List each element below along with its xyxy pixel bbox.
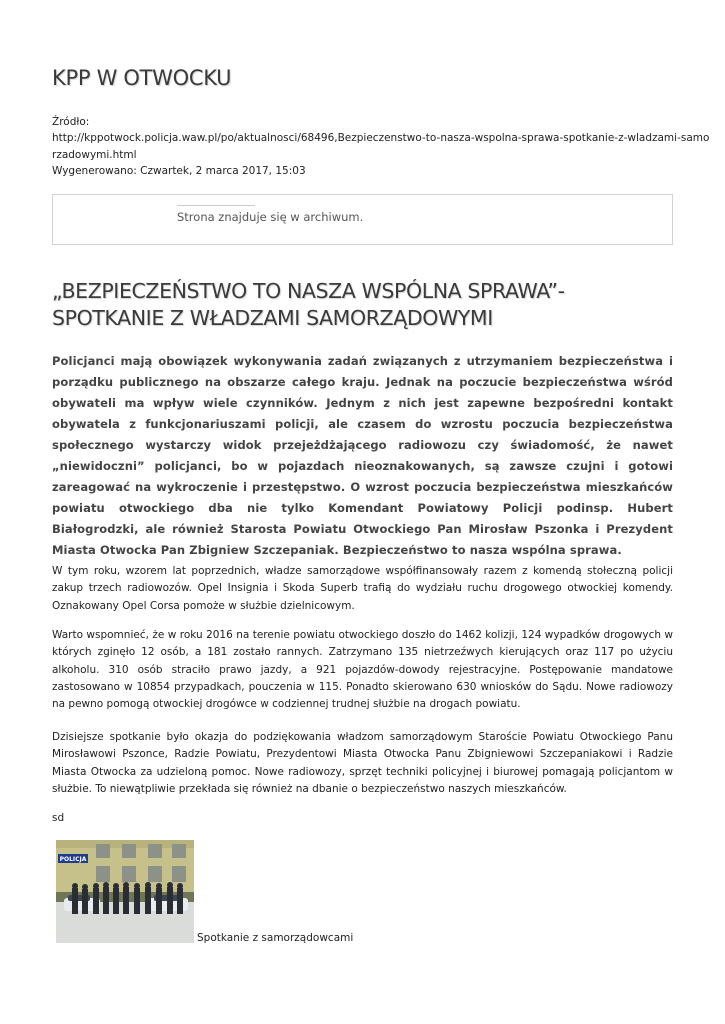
photo-caption: Spotkanie z samorządowcami <box>197 932 354 944</box>
article-paragraph-3: Dzisiejsze spotkanie było okazja do podziękowania władzom samorządowym Staroście Powiatu Otwockiego Panu Mirosławowi Pszonce, Radzie Powiatu, Prezydentowi Miasta Otwocka Panu Zbigniewowi Szczepaniakowi i Radzie Miasta Otwocka za udzieloną pomoc. Nowe radiowozy, sprzęt techniki policyjnej i biurowej pomagają policjantom w służbie. To niewątpliwie przekłada się również na dbanie o bezpieczeństwo naszych mieszkańców. <box>52 731 673 795</box>
source-meta <box>52 114 710 179</box>
generated-date: Wygenerowano: Czwartek, 2 marca 2017, 15:03 <box>52 164 306 177</box>
archive-divider <box>177 205 255 206</box>
article-paragraph-1: W tym roku, wzorem lat poprzednich, władze samorządowe współfinansowały razem z komendą stołeczną policji zakup trzech radiowozów. Opel Insignia i Skoda Superb trafią do wydziału ruchu drogowego otwockiej komendy. Oznakowany Opel Corsa pomoże w służbie dzielnicowym. <box>52 565 673 612</box>
article-lead: Policjanci mają obowiązek wykonywania zadań związanych z utrzymaniem bezpieczeństwa i porządku publicznego na obszarze całego kraju. Jednak na poczucie bezpieczeństwa wśród obywateli ma wpływ wiele czynników. Jednym z nich jest zapewne bezpośredni kontakt obywatela z funkcjonariuszami policji, ale czasem do wzrostu poczucia bezpieczeństwa społecznego wystarczy widok przejeżdżającego radiowozu czy świadomość, że nawet „niewidoczni” policjanci, bo w pojazdach nieoznakowanych, są zawsze czujni i gotowi zareagować na wykroczenie i przestępstwo. O wzrost poczucia bezpieczeństwa mieszkańców powiatu otwockiego dba nie tylko Komendant Powiatowy Policji podinsp. Hubert Białogrodzki, ale również Starosta Powiatu Otwockiego Pan Mirosław Pszonka i Prezydent Miasta Otwocka Pan Zbigniew Szczepaniak. Bezpieczeństwo to nasza wspólna sprawa. <box>52 354 673 557</box>
source-url-line2[interactable]: rzadowymi.html <box>52 148 137 161</box>
article-paragraph-2: Warto wspomnieć, że w roku 2016 na terenie powiatu otwockiego doszło do 1462 kolizji, 124 wypadków drogowych w których zginęło 12 osób, a 181 zostało rannych. Zatrzymano 135 nietrzeźwych kierujących oraz 117 po użyciu alkoholu. 310 osób straciło prawo jazdy, a 921 pojazdów-dowody rejestracyjne. Postępowanie mandatowe zastosowano w 10854 przypadkach, pouczenia w 115. Ponadto skierowano 630 wniosków do Sądu. Nowe radiowozy na pewno pomogą otwockiej drogówce w codziennej trudnej służbie na drogach powiatu. <box>52 629 673 711</box>
site-title: KPP W OTWOCKU <box>52 66 232 90</box>
archive-notice-box <box>52 194 673 245</box>
article-title <box>52 278 673 332</box>
article-title-line1: „BEZPIECZEŃSTWO TO NASZA WSPÓLNA SPRAWA”- <box>52 279 565 303</box>
photo-sign: POLICJA <box>59 856 87 863</box>
archive-notice: Strona znajduje się w archiwum. <box>177 210 364 224</box>
source-url-line1[interactable]: http://kppotwock.policja.waw.pl/po/aktualnosci/68496,Bezpieczenstwo-to-nasza-wspolna-sprawa-spotkanie-z-wladzami-samo <box>52 132 710 145</box>
article-title-line2: SPOTKANIE Z WŁADZAMI SAMORZĄDOWYMI <box>52 306 493 330</box>
meeting-photo[interactable] <box>56 840 194 943</box>
source-label: Źródło: <box>52 116 90 128</box>
author-signature: sd <box>52 812 65 824</box>
